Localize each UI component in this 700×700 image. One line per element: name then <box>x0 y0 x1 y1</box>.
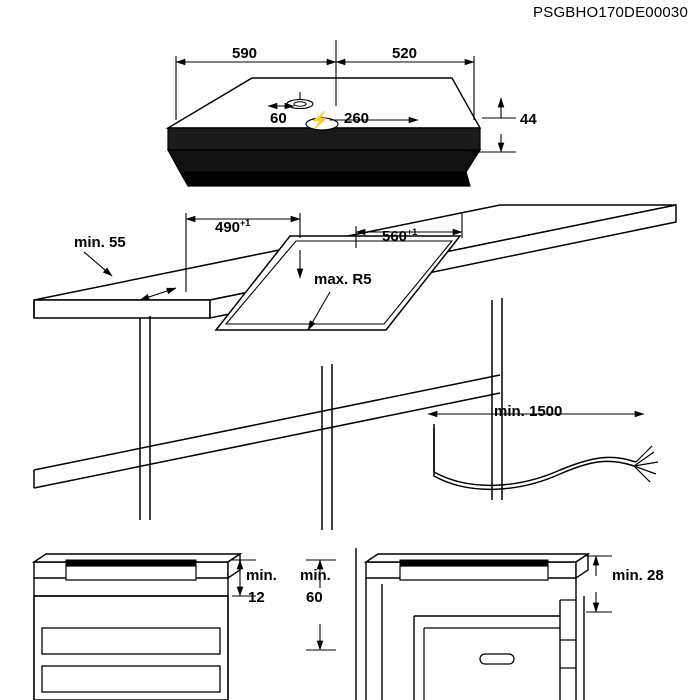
label-hob-width: 590 <box>232 45 258 62</box>
label-min-rear: min. 55 <box>74 234 126 251</box>
power-cable-view <box>434 424 658 489</box>
worktop-isometric-view <box>34 205 676 530</box>
label-hob-height: 44 <box>520 111 537 128</box>
label-cable-length: min. 1500 <box>494 403 563 420</box>
label-hob-front-offset: 60 <box>270 110 287 127</box>
label-min-60-prefix: min. <box>300 567 331 584</box>
section-view-left <box>34 554 240 700</box>
label-cutout-depth: $490^{+1}$ <box>215 218 251 236</box>
power-icon: ⚡ <box>310 112 330 129</box>
section-view-right <box>366 554 588 700</box>
label-min-12-prefix: min. <box>246 567 277 584</box>
dim-min-28 <box>586 556 612 612</box>
label-min-12-value: 12 <box>248 589 265 606</box>
document-code: PSGBHO170DE00030 <box>533 4 688 21</box>
label-max-radius: max. R5 <box>314 271 372 288</box>
label-min-28: min. 28 <box>612 567 664 584</box>
label-min-60-value: 60 <box>306 589 323 606</box>
label-hob-burner-offset: 260 <box>344 110 370 127</box>
hob-isometric-view <box>168 78 480 186</box>
label-hob-depth: 520 <box>392 45 418 62</box>
label-cutout-width: $560^{+1}$ <box>382 227 418 245</box>
